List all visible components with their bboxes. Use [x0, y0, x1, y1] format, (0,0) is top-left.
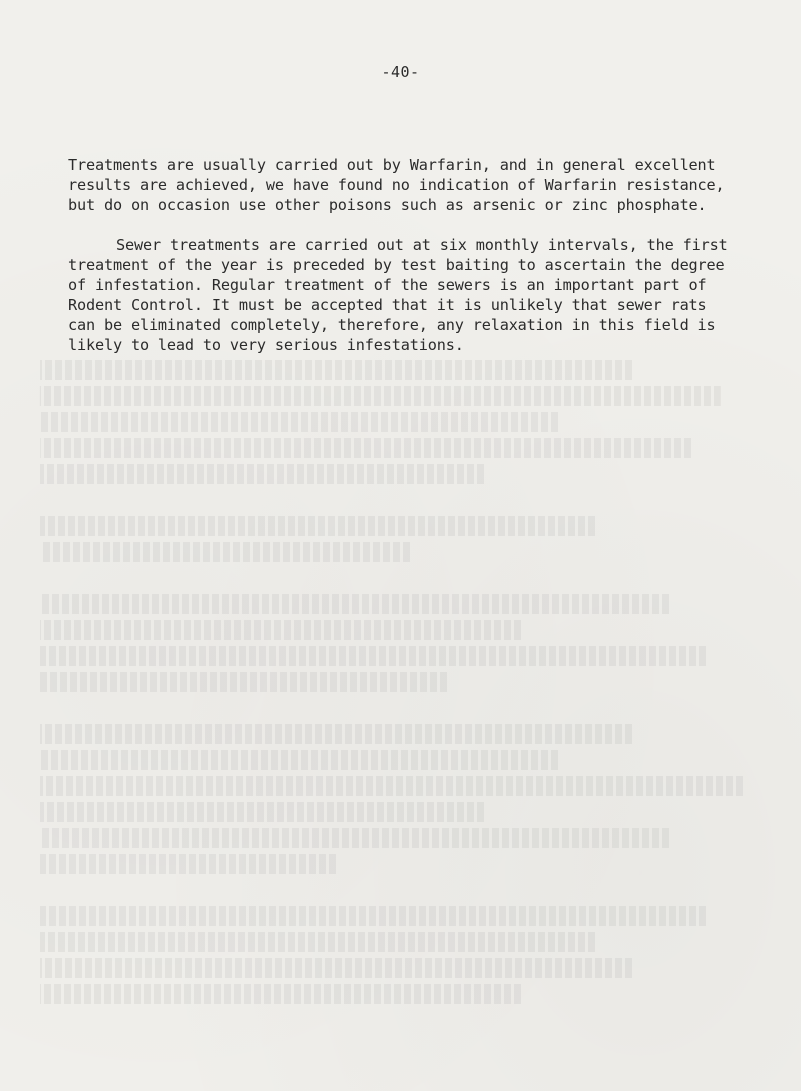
- body-text: [68, 155, 780, 375]
- page-number: -40-: [381, 63, 420, 81]
- paragraph-treatments: Treatments are usually carried out by Warfarin, and in general excellent results are achieved, we have found no indication of Warfarin resistance, but do on occasion use other poisons such as arsenic or zinc phosphate.: [68, 156, 725, 214]
- reverse-page-bleed-through: [40, 360, 780, 1060]
- paragraph-sewer-treatments: Sewer treatments are carried out at six monthly intervals, the first treatment of the year is preceded by test baiting to ascertain the degree of infestation. Regular treatment of the sewers is an important part of Rodent Control. It must be accepted that it is unlikely that sewer rats can be eliminated completely, therefore, any relaxation in this field is likely to lead to very serious infestations.: [68, 236, 728, 354]
